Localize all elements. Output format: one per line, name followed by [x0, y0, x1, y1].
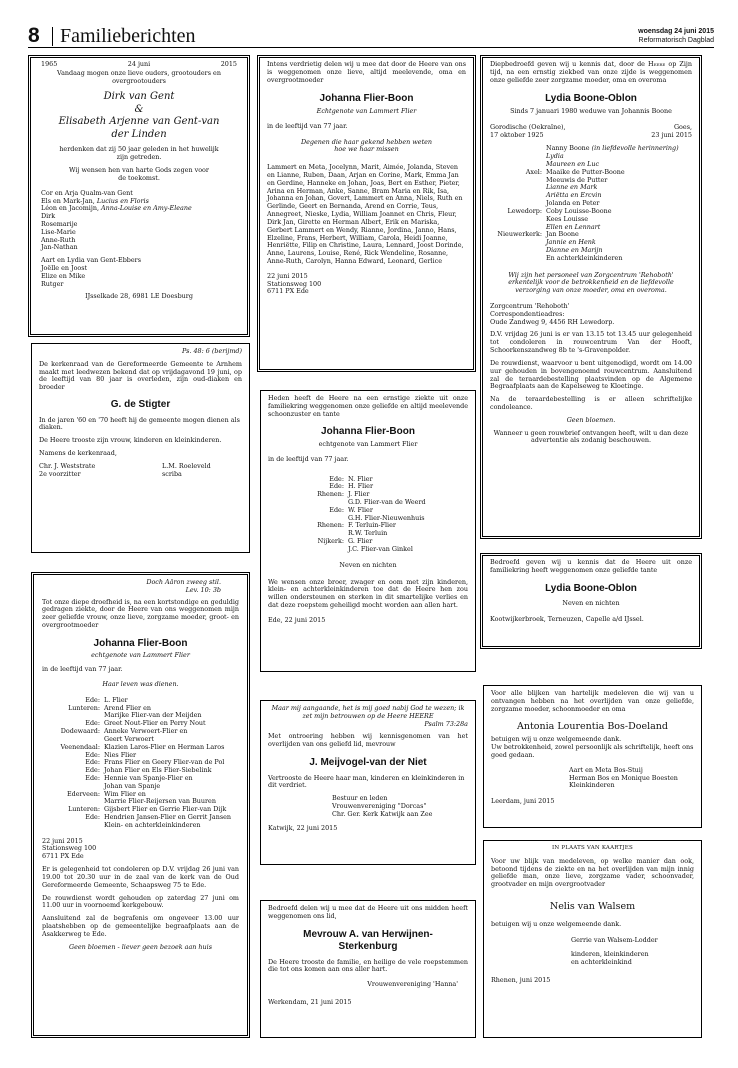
family-line: Cor en Arja Qualm-van Gent: [41, 188, 133, 197]
sign-right2: scriba: [162, 469, 182, 478]
flier1-intro: Tot onze diepe droefheid is, na een kortstondige en geduldig gedragen ziekte, door de Heere van ons weggenomen mijn zeer geliefde vrouw, onze lieve, zorgzame moeder, groot- en overgrootmoeder: [42, 597, 239, 630]
boone1-p2: De rouwdienst, waarvoor u bent uitgenodigd, wordt om 14.00 uur gehouden in bovengenoemd rouwcentrum. Aansluitend zal de teraardebestelling plaatsvinden op de Algemene Begraafplaats aan de Kapelseweg te Kloetinge.: [490, 358, 692, 391]
row-name: G.D. Flier-van de Weerd: [348, 498, 426, 506]
row-name: F. Terluin-Flier: [348, 521, 396, 530]
meijvogel-p1: Vertrooste de Heere haar man, kinderen en kleinkinderen in dit verdriet.: [268, 773, 465, 790]
addr-line: Stationsweg 100: [42, 844, 97, 853]
row-name: Marrie Flier-Reijersen van Buuren: [104, 797, 216, 806]
stigter-sign: [39, 463, 242, 479]
jubileum-years: [41, 61, 237, 69]
addr-line: 6711 PX Ede: [267, 287, 309, 296]
flier3-sub: echtgenote van Lammert Flier: [318, 439, 418, 448]
stigter-p1: In de jaren '60 en '70 heeft hij de gemeente mogen dienen als diaken.: [39, 415, 240, 432]
row-place: Ede:: [329, 482, 344, 491]
boone1-dates: [490, 124, 692, 140]
row-name: Maaike de Putter-Boone: [546, 167, 625, 176]
row-name: Marijke Flier-van der Meijden: [104, 711, 202, 720]
flier1-p3: Aansluitend zal de begrafenis om ongeveer 13.00 uur plaatshebben op de gemeentelijke begraafplaats aan de Asakkerweg te Ede.: [42, 914, 239, 938]
row-place: Ede:: [85, 719, 100, 728]
row-place: [490, 247, 542, 255]
row-name: Hendrien Jansen-Flier en Gerrit Jansen: [104, 813, 232, 821]
row-place: Ede:: [85, 758, 100, 767]
flier1-sub: echtgenote van Lammert Flier: [91, 651, 190, 660]
meijvogel-verse: Psalm 73:28a: [424, 719, 468, 728]
row-place: Lewedorp:: [507, 206, 542, 215]
sign-line: en achterkleinkind: [571, 958, 632, 967]
addr-line: 6711 PX Ede: [42, 852, 84, 861]
died-place: Goes,: [673, 122, 692, 131]
jubileum-amp: &: [134, 103, 144, 115]
row-place: [490, 216, 542, 224]
flier2-sub: Echtgenote van Lammert Flier: [316, 106, 417, 115]
row-name: Arend Flier en: [104, 703, 151, 712]
jubileum-intro: Vandaag mogen onze lieve ouders, grootouders en overgrootouders: [57, 68, 221, 85]
sign-line: kinderen, kleinkinderen: [571, 950, 649, 959]
jubileum-family2: [41, 257, 237, 288]
row-name: Johan Flier en Els Flier-Siebelink: [104, 766, 212, 775]
flier1-verse1: Doch Aäron zweeg stil.: [146, 578, 221, 586]
row-name: Klein- en achterkleinkinderen: [104, 820, 201, 829]
flier2-name: Johanna Flier-Boon: [319, 93, 414, 105]
row-place: [490, 177, 542, 185]
boone2-neven: Neven en nichten: [562, 599, 620, 608]
row-place: Ede:: [85, 773, 100, 782]
row-name: Ellen en Lennart: [546, 222, 601, 231]
jubileum-name2: Elisabeth Arjenne van Gent-van der Linden: [58, 116, 220, 140]
stigter-intro: De kerkenraad van de Gereformeerde Gemeente te Arnhem maakt met leedwezen bekend dat op vrijdagavond 19 juni, op de leeftijd van 80 jaar is overleden, zijn oud-diaken en broeder: [39, 359, 242, 392]
header-paper: Reformatorisch Dagblad: [638, 37, 714, 45]
sign-line: Vrouwenvereniging "Dorcas": [332, 802, 427, 810]
row-name: G. Flier: [348, 537, 373, 546]
row-name: Nanny Boone (in liefdevolle herinnering): [546, 144, 679, 153]
sign-line: Chr. Ger. Kerk Katwijk aan Zee: [332, 809, 433, 818]
row-name: Lydia: [546, 152, 564, 161]
doeland-sign: [569, 767, 694, 790]
row-name: Jan Boone: [546, 230, 579, 239]
herwijnen-p1: De Heere trooste de familie, en heilige de vele roepstemmen die tot ons komen aan ons aller hart.: [268, 957, 468, 974]
boone1-p5: Wanneer u geen rouwbrief ontvangen heeft, wilt u dan deze advertentie als zodanig beschouwen.: [493, 428, 689, 445]
row-place: [490, 239, 542, 247]
boone1-thanks: Wij zijn het personeel van Zorgcentrum 'Rehoboth' erkentelijk voor de betrokkenheid en de liefdevolle verzorging van onze moeder, oma en overoma.: [508, 270, 674, 295]
doeland-date: Leerdam, juni 2015: [491, 797, 555, 806]
jubileum-family: [41, 190, 237, 253]
row-place: [490, 255, 542, 263]
ad-walsem: [483, 840, 702, 1038]
stigter-name: G. de Stigter: [110, 399, 171, 411]
row-name: Ariëtta en Ercvin: [546, 191, 602, 200]
walsem-sign: [571, 937, 694, 967]
row-place: Rhenen:: [317, 490, 344, 499]
row-name: Klazien Laros-Flier en Herman Laros: [104, 742, 225, 751]
row-name: W. Flier: [348, 505, 373, 514]
flier1-closing: Geen bloemen - liever geen bezoek aan huis: [68, 942, 212, 951]
born-place: Gorodische (Oekraïne),: [490, 122, 566, 131]
row-place: Lunteren:: [68, 805, 100, 814]
page-number: 8: [28, 24, 40, 47]
row-place: Rhenen:: [317, 521, 344, 530]
row-place: Nieuwerkerk:: [497, 230, 542, 239]
row-name: G.H. Flier-Nieuwenhuis: [348, 513, 425, 522]
herwijnen-sign: Vrouwenvereniging 'Hanna': [367, 980, 458, 989]
row-name: En achterkleinkinderen: [546, 253, 623, 262]
row-place: [490, 153, 542, 161]
header-date: woensdag 24 juni 2015: [638, 28, 714, 35]
sign-line: Gerrie van Walsem-Lodder: [571, 935, 658, 944]
doeland-p2: Uw betrokkenheid, zowel persoonlijk als schriftelijk, heeft ons goed gedaan.: [491, 743, 694, 759]
row-place: Ede:: [85, 750, 100, 759]
ad-jubileum: [28, 55, 250, 337]
header-divider: [52, 27, 53, 46]
family-line: Jan-Nathan: [41, 243, 78, 252]
boone2-places: Kootwijkerbroek, Terneuzen, Capelle a/d IJssel.: [490, 614, 644, 623]
flier3-intro: Heden heeft de Heere na een ernstige ziekte uit onze familiekring weggenomen onze geliefde en altijd meelevende schoonzuster en tante: [268, 394, 468, 418]
row-name: J.C. Flier-van Ginkel: [348, 544, 413, 553]
family-line: Rosemarije: [41, 219, 78, 228]
row-name: Anneke Verwoert-Flier en: [104, 727, 188, 736]
meijvogel-name: J. Meijvogel-van der Niet: [309, 757, 427, 769]
jubileum-address: IJsselkade 28, 6981 LE Doesburg: [85, 292, 193, 301]
row-name: Coby Louisse-Boone: [546, 206, 612, 215]
sign-left2: 2e voorzitter: [39, 469, 81, 478]
flier3-date: Ede, 22 juni 2015: [268, 615, 326, 624]
flier2-names: Lammert en Meta, Jocelynn, Marit, Aimée, Jolanda, Steven en Lianne, Ruben, Daan, Arjan en Corine, Mark, Emma Jan en Gerdine, Hanneke en Johan, Joas, Bert en Esther, Pieter, Arina en Herman, Anke, Sanne, Bram Maria en Rik, Isa, Johanna en Johan, Govert, Lammert en Anna, Niels, Ruth en Gerlinde, Geert en Bernanda, Arend en Corrie, Teus, Annegreet, Nieske, Lydia, William Joannet en Chris, Fleur, Dirk Jan, Girette en Herman Albert, Erik en Mariska, Gerbert Lammert en Wendy, Rianne, Jordina, Janno, Hans, Elzeline, Frans, Herbert, William, Carola, Heidi Joanne, Henriëtte, Filip en Christine, Laura, Lennard, Joost Dorinde, Anne, Laurens, Louise, René, Rick Wendeline, Rosanne, Anne-Ruth, Carolyn, Hanna Edward, Leonard, Gerlice: [267, 163, 464, 265]
ad-herwijnen: [260, 900, 476, 1038]
ad-flier2: [257, 55, 476, 372]
row-place: [490, 145, 542, 153]
row-name: Meeuwis de Putter: [546, 175, 608, 184]
flier3-neven: Neven en nichten: [339, 560, 397, 569]
row-name: Nies Flier: [104, 750, 137, 759]
jubileum-body1: herdenken dat zij 50 jaar geleden in het huwelijk zijn getreden.: [59, 145, 219, 162]
row-place: [268, 546, 344, 554]
boone1-intro: Diepbedroefd geven wij u kennis dat, door de Heere op Zijn tijd, na een ernstig ziekbed van onze zijde is weggenomen onze geliefde zeer zorgzame moeder, oma en overoma: [490, 60, 692, 84]
row-place: Dodewaard:: [60, 727, 100, 736]
row-name: N. Flier: [348, 474, 373, 483]
boone2-intro: Bedroefd geven wij u kennis dat de Heere uit onze familiekring heeft weggenomen onze geliefde tante: [490, 558, 692, 574]
doeland-p1: betuigen wij u onze welgemeende dank.: [491, 735, 622, 744]
flier3-age: in de leeftijd van 77 jaar.: [268, 454, 349, 463]
boone2-name: Lydia Boone-Oblon: [545, 582, 637, 594]
row-place: Ede:: [329, 474, 344, 483]
flier1-family: [42, 697, 239, 830]
flier2-address: [267, 273, 466, 296]
boone1-p3: Na de teraardebestelling is er alleen schriftelijke condoleance.: [490, 395, 692, 411]
family-line: Dirk: [41, 212, 56, 221]
jubileum-name1: Dirk van Gent: [103, 91, 175, 103]
row-place: [490, 192, 542, 200]
row-place: Veenendaal:: [60, 742, 100, 751]
walsem-intro: Voor uw blijk van medeleven, op welke manier dan ook, betoond tijdens de ziekte en na het overlijden van mijn innig geliefde man, onze lieve, zorgzame vader, schoonvader, grootvader en mijn overgrootvader: [491, 856, 694, 889]
meijvogel-intro: Met ontroering hebben wij kennisgenomen van het overlijden van ons geliefd lid, mevrouw: [268, 732, 468, 749]
walsem-name: Nelis van Walsem: [549, 900, 636, 912]
family-line: Léon en Jacomijn, Anna-Louise en Amy-Eleane: [41, 204, 192, 213]
sign-line: Aart en Meta Bos-Stuij: [569, 765, 643, 774]
ad-flier3: [260, 390, 476, 672]
corr-line: Correspondentieadres:: [490, 309, 565, 318]
ad-doeland: [483, 685, 702, 828]
family-line: Elize en Mike: [41, 271, 86, 280]
row-name: R.W. Terluin: [348, 529, 388, 538]
row-name: Johan van Spanje: [104, 781, 161, 790]
row-name: Lianne en Mark: [546, 183, 598, 192]
flier3-family: [268, 476, 468, 554]
boone1-p1: D.V. vrijdag 26 juni is er van 13.15 tot 13.45 uur gelegenheid tot condoleren in rouwcentrum Van der Hooft, Schoorkenszandweg 8b te 's-Gravenpolder.: [490, 330, 692, 355]
family-line: Anne-Ruth: [41, 235, 76, 244]
flier1-verse2: Lev. 10: 3b: [185, 585, 221, 594]
sign-line: Kleinkinderen: [569, 781, 615, 790]
jubileum-body2: Wij wensen hen van harte Gods zegen voor de toekomst.: [69, 166, 209, 182]
row-place: Ede:: [329, 505, 344, 514]
row-name: Wim Flier en: [104, 789, 146, 798]
section-title: Familieberichten: [60, 25, 196, 47]
flier1-p2: De rouwdienst wordt gehouden op zaterdag 27 juni om 11.00 uur in voornoemd kerkgebouw.: [42, 893, 239, 910]
family-line: Els en Mark-Jan, Lucius en Floris: [41, 196, 149, 205]
row-name: H. Flier: [348, 482, 373, 491]
boone1-widow: Sinds 7 januari 1980 weduwe van Johannis Boone: [510, 106, 672, 115]
boone1-family: [490, 145, 692, 262]
family-line: Aart en Lydia van Gent-Ebbers: [41, 256, 141, 265]
sign-left1: Chr. J. Weststrate: [39, 461, 96, 470]
row-place: Lunteren:: [68, 703, 100, 712]
flier3-p1: We wensen onze broer, zwager en oom met zijn kinderen, klein- en achterkleinkinderen toe dat de Heere hen zou willen ondersteunen en sterken in dit smartelijke verlies en dat deze roepstem geheiligd mocht worden aan allen hart.: [268, 577, 468, 609]
year-right: 2015: [220, 60, 237, 68]
walsem-p1: betuigen wij u onze welgemeende dank.: [491, 919, 622, 928]
herwijnen-date: Werkendam, 21 juni 2015: [268, 998, 352, 1007]
row-name: Frans Flier en Geery Flier-van de Pol: [104, 758, 225, 767]
row-name: Maureen en Luc: [546, 160, 600, 168]
row-name: Kees Louisse: [546, 214, 589, 223]
flier3-name: Johanna Flier-Boon: [321, 426, 415, 438]
family-line: Rutger: [41, 279, 64, 288]
row-place: [42, 822, 100, 830]
page-header: [28, 24, 714, 48]
sign-line: Bestuur en leden: [332, 794, 388, 803]
family-line: Joëlle en Joost: [41, 264, 88, 272]
row-name: J. Flier: [348, 490, 370, 499]
addr-line: 22 juni 2015: [42, 836, 83, 845]
addr-line: Stationsweg 100: [267, 279, 322, 288]
stigter-p2: De Heere trooste zijn vrouw, kinderen en kleinkinderen.: [39, 436, 222, 445]
row-name: Greet Nout-Flier en Perry Nout: [104, 719, 206, 728]
row-name: Dianne en Marijn: [546, 245, 603, 254]
boone1-corr: [490, 303, 692, 326]
meijvogel-sign: [332, 795, 468, 818]
ad-stigter: [31, 343, 250, 553]
row-name: L. Flier: [104, 695, 128, 704]
flier1-name: Johanna Flier-Boon: [93, 637, 188, 649]
herwijnen-name: Mevrouw A. van Herwijnen-Sterkenburg: [303, 928, 433, 953]
ad-flier1: [31, 572, 250, 1038]
header-date-block: [638, 27, 714, 45]
walsem-date: Rhenen, juni 2015: [491, 976, 551, 985]
boone1-p4: Geen bloemen.: [566, 415, 616, 424]
ad-meijvogel: [260, 700, 476, 865]
boone1-name: Lydia Boone-Oblon: [545, 93, 637, 105]
row-name: Jolanda en Peter: [546, 199, 600, 208]
ad-boone2: [480, 553, 702, 649]
flier2-age: in de leeftijd van 77 jaar.: [267, 121, 348, 130]
row-place: Axel:: [525, 167, 542, 176]
flier1-address: [42, 838, 239, 861]
row-place: [490, 184, 542, 192]
flier2-intro: Intens verdrietig delen wij u mee dat door de Heere van ons is weggenomen onze lieve, altijd meelevende, oma en overgrootmoeder: [267, 60, 466, 84]
row-place: Ederveen:: [66, 789, 100, 798]
corr-line: Zorgcentrum 'Rehoboth': [490, 302, 570, 310]
row-name: Geert Verwoert: [104, 734, 154, 743]
herwijnen-intro: Bedroefd delen wij u mee dat de Heere uit ons midden heeft weggenomen ons lid,: [268, 904, 468, 920]
flier1-p1: Er is gelegenheid tot condoleren op D.V. vrijdag 26 juni van 19.00 tot 20.30 uur in de zaal van de kerk van de Oud Gereformeerde Gemeente, Schaapsweg 75 te Ede.: [42, 865, 239, 889]
corr-line: Oude Zandweg 9, 4456 RH Lewedorp.: [490, 317, 615, 326]
row-name: Gijsbert Flier en Gerrie Flier-van Dijk: [104, 805, 227, 814]
row-place: Ede:: [85, 813, 100, 821]
doeland-intro: Voor alle blijken van hartelijk medeleven die wij van u ontvangen hebben na het overlijden van onze geliefde, zorgzame moeder, schoonmoeder en oma: [491, 689, 694, 713]
flier1-quote: Haar leven was dienen.: [102, 680, 179, 688]
flier2-quote: Degenen die haar gekend hebben weten hoe we haar missen: [300, 137, 433, 154]
stigter-verse: Ps. 48: 6 (berijmd): [182, 347, 242, 355]
row-place: Nijkerk:: [317, 537, 344, 546]
meijvogel-date: Katwijk, 22 juni 2015: [268, 823, 338, 832]
flier1-age: in de leeftijd van 77 jaar.: [42, 665, 123, 674]
sign-line: Herman Bos en Monique Boesten: [569, 773, 678, 782]
row-place: Ede:: [85, 766, 100, 775]
died-date: 23 juni 2015: [651, 130, 692, 139]
stigter-p3: Namens de kerkenraad,: [39, 449, 117, 457]
row-name: Hennie van Spanje-Flier en: [104, 773, 193, 782]
row-name: Jannie en Henk: [546, 238, 596, 247]
meijvogel-quote: Maar mij aangaande, het is mij goed nabij God te wezen; ik zet mijn betrouwen op de Heere HEERE: [271, 704, 465, 720]
date-center: 24 juni: [127, 60, 151, 68]
ad-boone1: [480, 55, 702, 539]
year-left: 1965: [41, 60, 58, 68]
row-place: Ede:: [85, 695, 100, 704]
doeland-name: Antonia Lourentia Bos-Doeland: [517, 721, 668, 733]
sign-right1: L.M. Roeleveld: [162, 461, 211, 470]
family-line: Lise-Marie: [41, 227, 76, 236]
born-date: 17 oktober 1925: [490, 130, 544, 139]
walsem-label: IN PLAATS VAN KAARTJES: [552, 845, 633, 851]
addr-line: 22 juni 2015: [267, 271, 308, 280]
